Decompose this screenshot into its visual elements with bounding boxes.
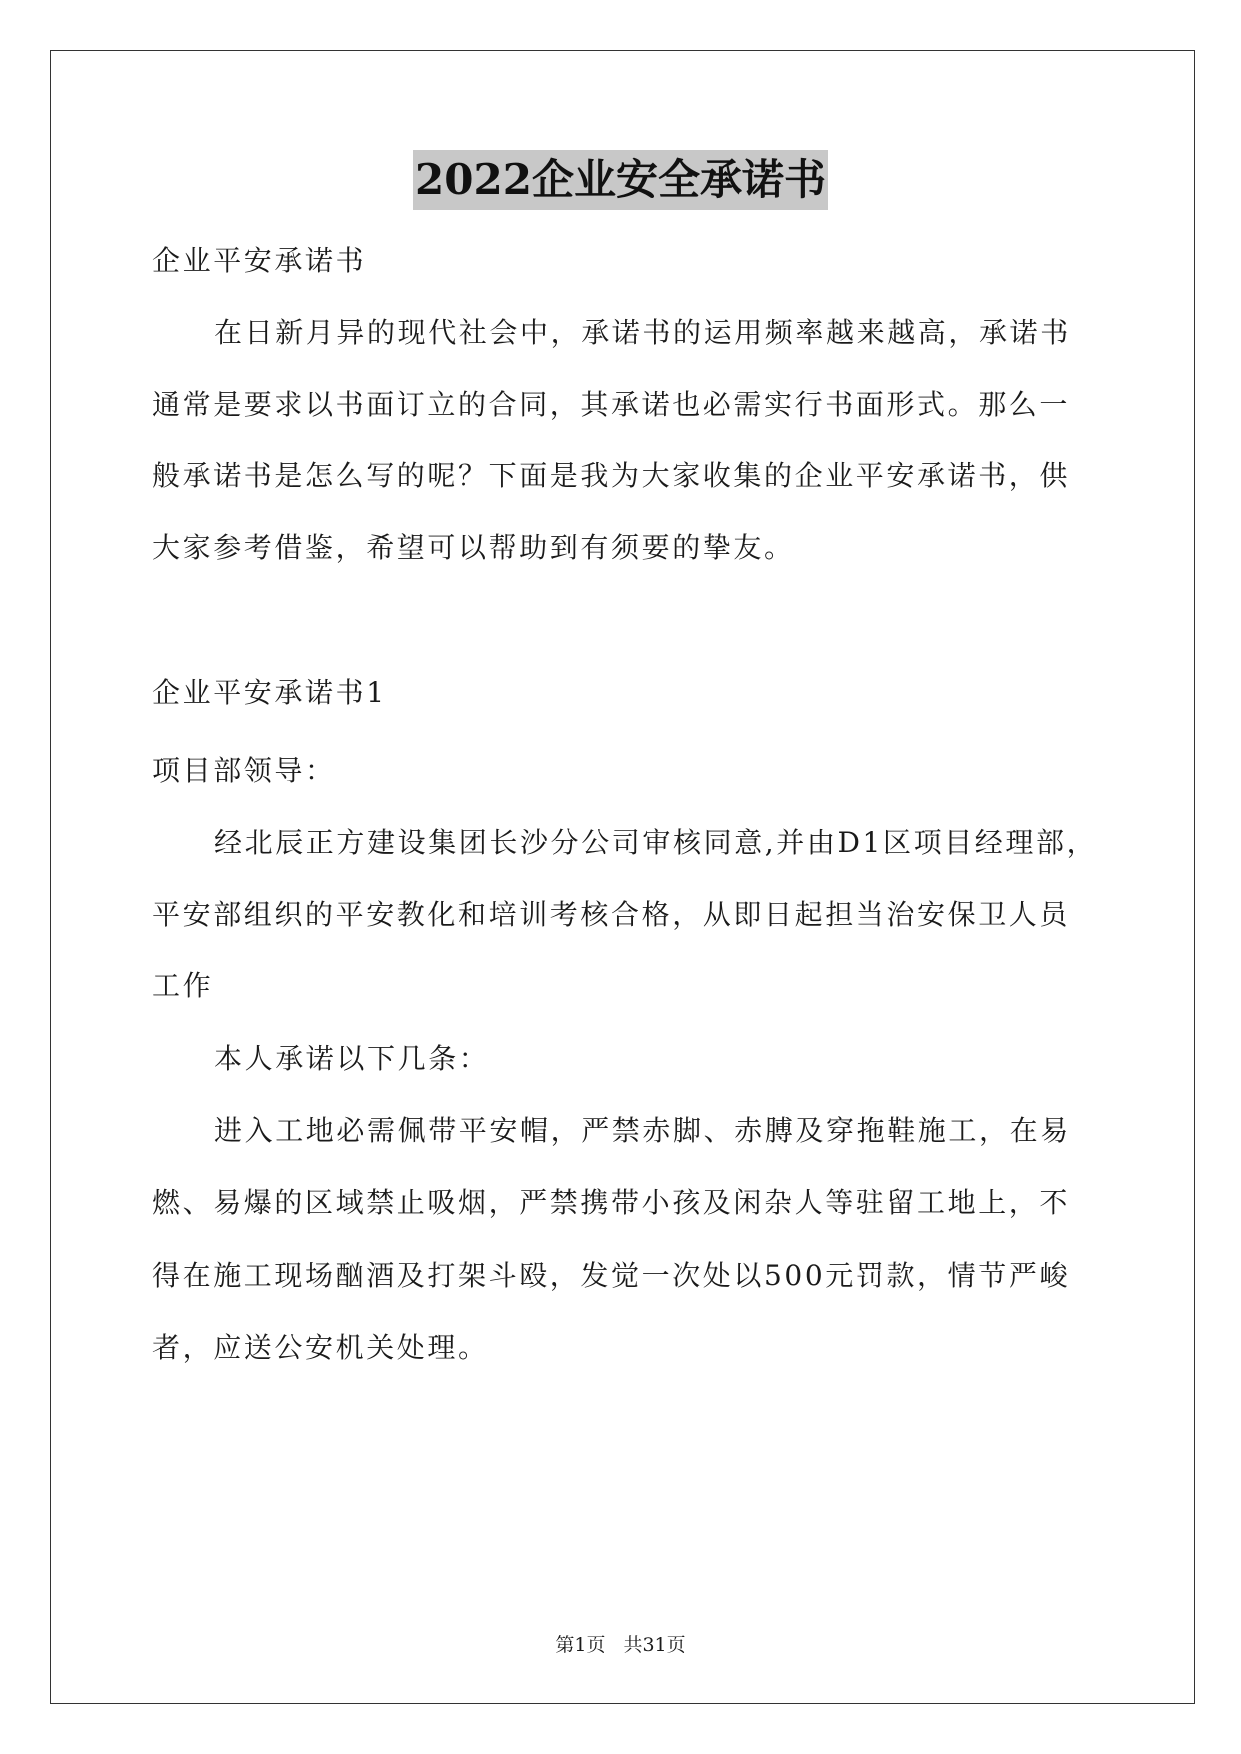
section-heading: 企业平安承诺书1 [152,676,387,709]
paragraph-line: 本人承诺以下几条： [214,1042,490,1075]
salutation: 项目部领导： [152,754,336,787]
paragraph-line: 经北辰正方建设集团长沙分公司审核同意,并由D1区项目经理部， [214,826,1098,859]
title-container [0,150,1241,210]
section-heading: 企业平安承诺书 [152,244,367,277]
page-number: 第1页 [555,1634,606,1656]
paragraph-line: 大家参考借鉴，希望可以帮助到有须要的挚友。 [152,531,795,564]
page-total: 共31页 [623,1634,686,1656]
page-footer [0,1632,1241,1658]
paragraph-line: 在日新月异的现代社会中，承诺书的运用频率越来越高，承诺书 [214,316,1071,349]
paragraph-line: 通常是要求以书面订立的合同，其承诺也必需实行书面形式。那么一 [152,388,1071,421]
paragraph-line: 得在施工现场酗酒及打架斗殴，发觉一次处以500元罚款，情节严峻 [152,1259,1071,1292]
paragraph-line: 般承诺书是怎么写的呢？下面是我为大家收集的企业平安承诺书，供 [152,459,1071,492]
paragraph-line: 平安部组织的平安教化和培训考核合格，从即日起担当治安保卫人员 [152,898,1071,931]
paragraph-line: 者，应送公安机关处理。 [152,1331,489,1364]
document-title: 2022企业安全承诺书 [413,150,828,210]
paragraph-line: 工作 [152,969,214,1002]
paragraph-line: 进入工地必需佩带平安帽，严禁赤脚、赤膊及穿拖鞋施工，在易 [214,1114,1071,1147]
page-border [50,50,1195,1704]
paragraph-line: 燃、易爆的区域禁止吸烟，严禁携带小孩及闲杂人等驻留工地上，不 [152,1186,1071,1219]
